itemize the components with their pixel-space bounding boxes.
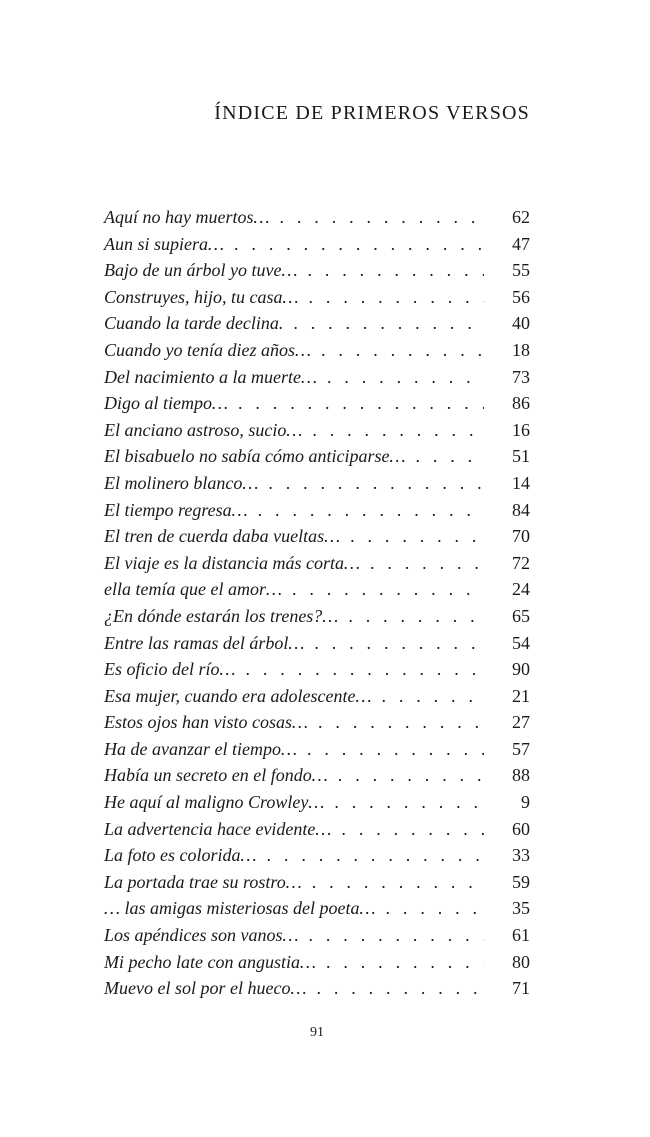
index-entry xyxy=(104,287,530,314)
index-entry xyxy=(104,845,530,872)
dot-leader xyxy=(292,579,484,600)
first-line-text: Del nacimiento a la muerte… xyxy=(104,366,317,387)
index-entry xyxy=(104,739,530,766)
dot-leader xyxy=(293,313,484,334)
dot-leader xyxy=(318,712,484,733)
entry-page-number: 65 xyxy=(512,605,530,626)
first-line-text: Había un secreto en el fondo… xyxy=(104,765,328,786)
index-entry xyxy=(104,579,530,606)
entry-page-number: 56 xyxy=(512,286,530,307)
dot-leader xyxy=(258,500,484,521)
entry-page-number: 70 xyxy=(512,526,530,547)
first-line-text: … las amigas misteriosas del poeta… xyxy=(104,898,376,919)
dot-leader xyxy=(334,792,484,813)
dot-leader xyxy=(370,553,484,574)
entry-page-number: 72 xyxy=(512,552,530,573)
first-line-text: La foto es colorida… xyxy=(104,845,257,866)
dot-leader xyxy=(314,633,484,654)
entry-page-number: 61 xyxy=(512,925,530,946)
dot-leader xyxy=(238,393,484,414)
dot-leader xyxy=(246,659,485,680)
dot-leader xyxy=(234,234,484,255)
first-line-text: El tiempo regresa… xyxy=(104,499,248,520)
index-entry xyxy=(104,446,530,473)
entry-page-number: 84 xyxy=(512,499,530,520)
index-entry xyxy=(104,313,530,340)
dot-leader xyxy=(415,446,484,467)
index-entry xyxy=(104,765,530,792)
index-entry xyxy=(104,952,530,979)
first-lines-index xyxy=(104,207,530,1005)
entry-page-number: 57 xyxy=(512,738,530,759)
first-line-text: ¿En dónde estarán los trenes?… xyxy=(104,605,339,626)
dot-leader xyxy=(312,872,484,893)
dot-leader xyxy=(381,686,484,707)
dot-leader xyxy=(268,473,484,494)
index-entry xyxy=(104,606,530,633)
first-line-text: La portada trae su rostro… xyxy=(104,871,302,892)
index-entry xyxy=(104,260,530,287)
entry-page-number: 33 xyxy=(512,845,530,866)
index-entry xyxy=(104,872,530,899)
dot-leader xyxy=(309,925,485,946)
entry-page-number: 80 xyxy=(512,951,530,972)
first-line-text: Es oficio del río… xyxy=(104,659,236,680)
first-line-text: El bisabuelo no sabía cómo anticiparse… xyxy=(104,446,406,467)
dot-leader xyxy=(309,287,484,308)
dot-leader xyxy=(327,367,484,388)
dot-leader xyxy=(267,845,484,866)
page-title: ÍNDICE DE PRIMEROS VERSOS xyxy=(214,102,530,124)
index-entry xyxy=(104,686,530,713)
dot-leader xyxy=(307,739,484,760)
first-line-text: Construyes, hijo, tu casa… xyxy=(104,286,299,307)
first-line-text: Aquí no hay muertos… xyxy=(104,207,270,227)
entry-page-number: 73 xyxy=(512,366,530,387)
entry-page-number: 90 xyxy=(512,659,530,680)
entry-page-number: 9 xyxy=(521,792,530,813)
entry-page-number: 18 xyxy=(512,339,530,360)
entry-page-number: 40 xyxy=(512,313,530,334)
first-line-text: Digo al tiempo… xyxy=(104,393,228,414)
first-line-text: Bajo de un árbol yo tuve… xyxy=(104,260,298,281)
first-line-text: Muevo el sol por el hueco… xyxy=(104,978,307,999)
index-entry xyxy=(104,978,530,1005)
index-entry xyxy=(104,473,530,500)
entry-page-number: 88 xyxy=(512,765,530,786)
first-line-text: La advertencia hace evidente… xyxy=(104,818,332,839)
entry-page-number: 60 xyxy=(512,818,530,839)
index-entry xyxy=(104,792,530,819)
index-entry xyxy=(104,659,530,686)
index-entry xyxy=(104,712,530,739)
first-line-text: Cuando la tarde declina. xyxy=(104,313,284,334)
first-line-text: He aquí al maligno Crowley… xyxy=(104,792,325,813)
entry-page-number: 71 xyxy=(512,978,530,999)
entry-page-number: 59 xyxy=(512,871,530,892)
dot-leader xyxy=(341,819,484,840)
page-number: 91 xyxy=(310,1025,324,1040)
entry-page-number: 16 xyxy=(512,419,530,440)
first-line-text: Entre las ramas del árbol… xyxy=(104,632,305,653)
entry-page-number: 86 xyxy=(512,393,530,414)
entry-page-number: 55 xyxy=(512,260,530,281)
entry-page-number: 47 xyxy=(512,233,530,254)
dot-leader xyxy=(348,606,484,627)
first-line-text: Cuando yo tenía diez años… xyxy=(104,339,311,360)
index-entry xyxy=(104,553,530,580)
entry-page-number: 27 xyxy=(512,712,530,733)
index-entry xyxy=(104,340,530,367)
entry-page-number: 21 xyxy=(512,685,530,706)
entry-page-number: 51 xyxy=(512,446,530,467)
first-line-text: Mi pecho late con angustia… xyxy=(104,951,316,972)
first-line-text: El tren de cuerda daba vueltas… xyxy=(104,526,341,547)
dot-leader xyxy=(280,207,485,228)
entry-page-number: 35 xyxy=(512,898,530,919)
first-line-text: El viaje es la distancia más corta… xyxy=(104,552,360,573)
first-line-text: Estos ojos han visto cosas… xyxy=(104,712,309,733)
dot-leader xyxy=(350,526,484,547)
index-entry xyxy=(104,393,530,420)
index-entry xyxy=(104,925,530,952)
index-entry xyxy=(104,420,530,447)
first-line-text: Esa mujer, cuando era adolescente… xyxy=(104,685,372,706)
index-entry xyxy=(104,500,530,527)
dot-leader xyxy=(321,340,484,361)
entry-page-number: 62 xyxy=(512,207,530,227)
first-line-text: Los apéndices son vanos… xyxy=(104,925,299,946)
index-entry xyxy=(104,633,530,660)
index-entry xyxy=(104,898,530,925)
first-line-text: Aun si supiera… xyxy=(104,233,225,254)
dot-leader xyxy=(316,978,484,999)
first-line-text: ella temía que el amor… xyxy=(104,579,282,600)
first-line-text: Ha de avanzar el tiempo… xyxy=(104,738,297,759)
index-entry xyxy=(104,526,530,553)
index-entry xyxy=(104,819,530,846)
dot-leader xyxy=(326,952,484,973)
index-entry xyxy=(104,234,530,261)
dot-leader xyxy=(307,260,484,281)
first-line-text: El molinero blanco… xyxy=(104,472,259,493)
entry-page-number: 14 xyxy=(512,472,530,493)
index-entry xyxy=(104,367,530,394)
dot-leader xyxy=(338,765,484,786)
dot-leader xyxy=(312,420,484,441)
entry-page-number: 24 xyxy=(512,579,530,600)
dot-leader xyxy=(386,898,484,919)
index-entry xyxy=(104,207,530,234)
first-line-text: El anciano astroso, sucio… xyxy=(104,419,303,440)
entry-page-number: 54 xyxy=(512,632,530,653)
